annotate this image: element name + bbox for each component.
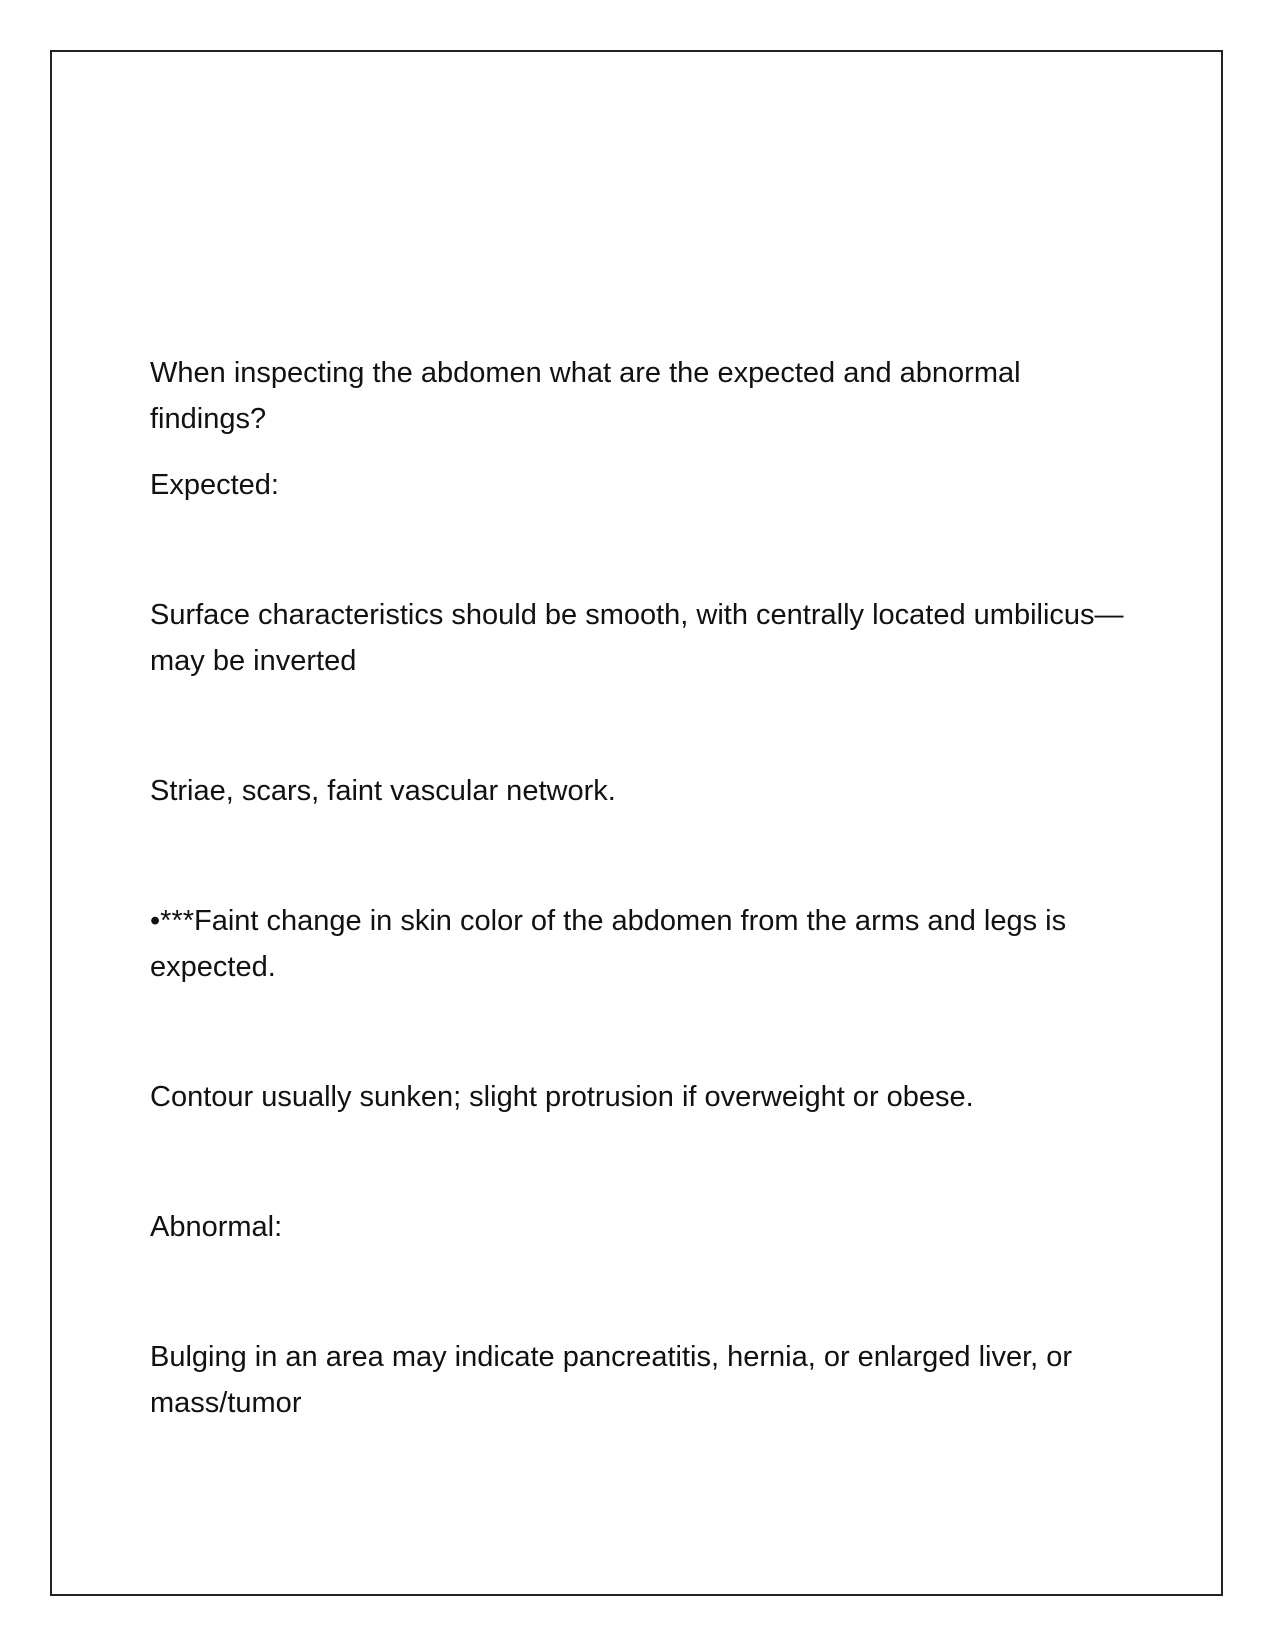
expected-heading: Expected: <box>150 469 279 501</box>
abnormal-item-bulging: Bulging in an area may indicate pancreatitis, hernia, or enlarged liver, or mass/tumor <box>150 1341 1073 1419</box>
question-text: When inspecting the abdomen what are the expected and abnormal findings? <box>150 357 1021 435</box>
expected-item-skin-color: •***Faint change in skin color of the abdomen from the arms and legs is expected. <box>150 905 1067 983</box>
expected-item-striae: Striae, scars, faint vascular network. <box>150 775 616 807</box>
abnormal-heading: Abnormal: <box>150 1211 283 1243</box>
expected-item-surface: Surface characteristics should be smooth, with centrally located umbilicus—may be inverted <box>150 599 1124 677</box>
document-body <box>150 350 1140 1426</box>
expected-item-contour: Contour usually sunken; slight protrusion if overweight or obese. <box>150 1081 974 1113</box>
